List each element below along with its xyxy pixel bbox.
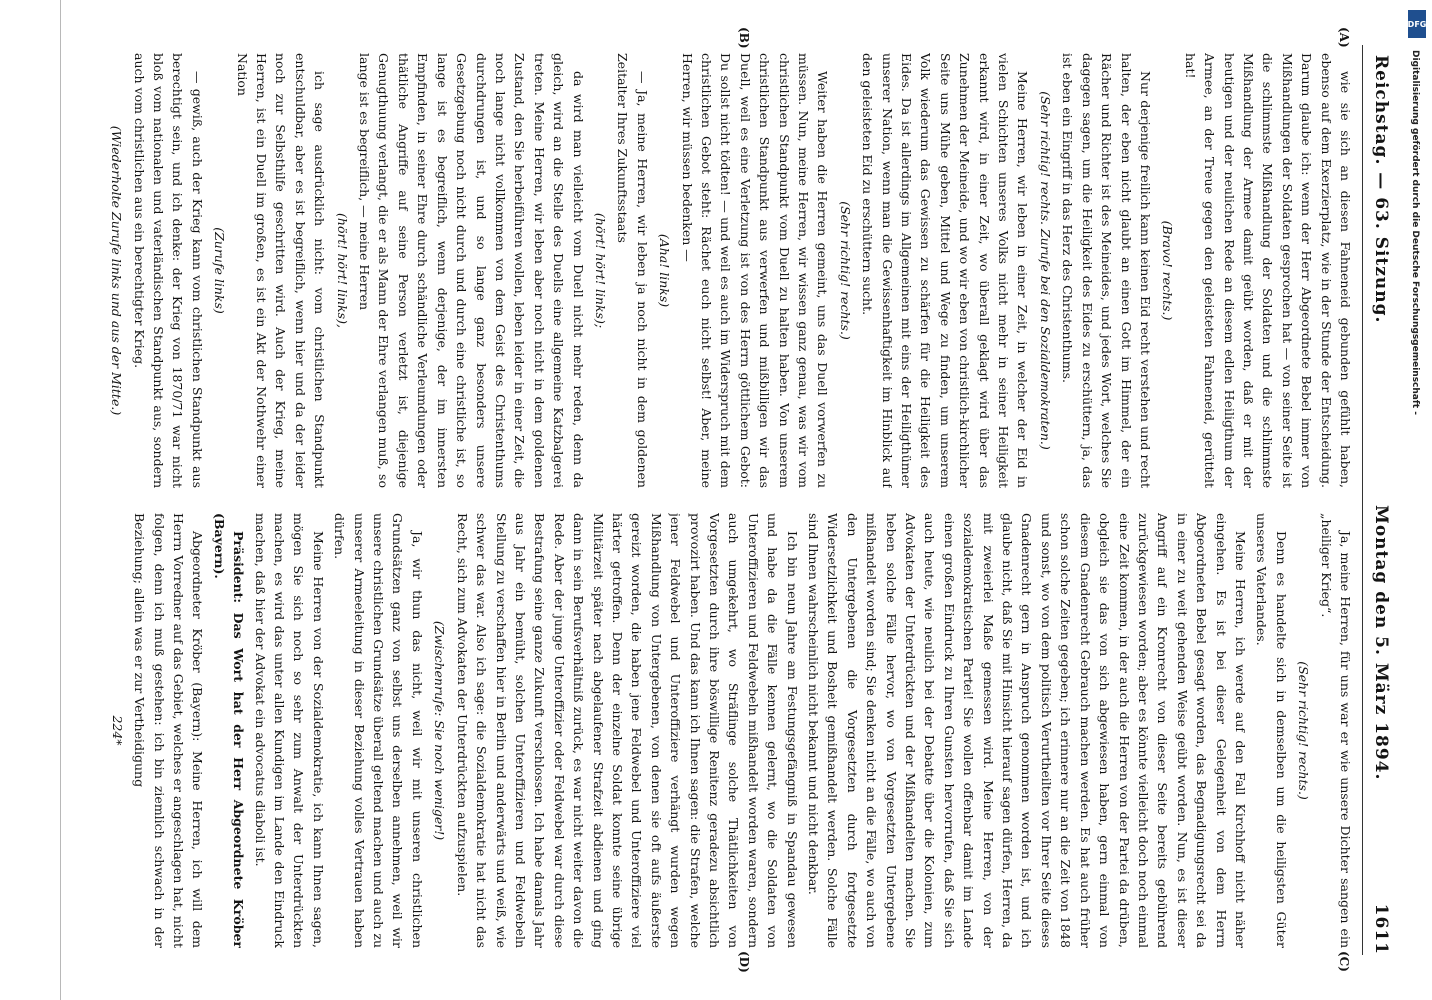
interjection: (Bravo! rechts.) bbox=[1160, 220, 1176, 321]
rotated-document-page bbox=[31, 27, 1401, 973]
paragraph: Weiter haben die Herren gemeint, uns das Duell vorwerfen zu müssen. Nun, meine Herren, wir wissen ganz genau, was wir vom christlichen Standpunkt vom Duell zu halten haben. Von unserem christlichen Standpunkt aus verwerfen und mißbilligen wir das Duell, weil es eine Verletzung ist von des Herrn göttlichem Gebot: Du sollst nicht tödten! — und weil es auch im Widerspruch mit dem christlichen Gebot steht: Rächet euch nicht selbst! Aber, meine Herren, wir müssen bedenken — bbox=[679, 53, 831, 488]
interjection: (Sehr richtig! rechts.) bbox=[837, 201, 853, 340]
interjection: (Zwischenrufe: Sie noch weniger!) bbox=[432, 620, 448, 841]
paragraph: — Ja, meine Herren, wir leben ja noch nicht in dem goldenen Zeitalter Ihres Zukunftsstaats bbox=[615, 53, 650, 488]
header-rule bbox=[1362, 45, 1363, 955]
margin-marker-c: (C) bbox=[1337, 951, 1351, 972]
paragraph: Meine Herren von der Sozialdemokratie, ich kann Ihnen sagen, mögen Sie sich noch so sehr zum Anwalt der Unterdrückten machen, es wird das unter allen Kundigen im Lande den Eindruck machen, daß hier der Advokat ein advocatus diaboli ist. bbox=[252, 513, 326, 948]
paragraph: da wird man vielleicht vom Duell nicht mehr reden, denn da gleich, wird an die Stelle des Duells eine allgemeine Katzbalgerei treten. Meine Herren, wir leben aber noch nicht in dem goldenen Zustand, den Sie herbeiführen wollen, leben leider in einer Zeit, die noch lange nicht vollkommen von dem Geist des Christenthums durchdrungen ist, und so lange ganz besonders unsere Gesetzgebung noch nicht durch und durch eine christliche ist, so lange ist es begreiflich, wenn derjenige, der im innersten Empfinden, in seiner Ehre durch schändliche Verleumdungen oder thätliche Angriffe auf seine Person verletzt ist, diejenige Genugthuung verlangt, die er als Mann der Ehre verlangen muß, so lange ist es begreiflich, — meine Herren bbox=[357, 53, 586, 488]
digitization-credit: Digitalisierung gefördert durch die Deutsche Forschungsgemeinschaft - bbox=[1410, 50, 1420, 415]
margin-marker-d: (D) bbox=[737, 951, 751, 973]
paragraph: ich sage ausdrücklich nicht: vom christlichen Standpunkt entschuldbar, aber es ist begreiflich, wenn hier und da der leider noch zur Selbsthilfe geschritten wird. Auch der Krieg, meine Herren, ist ein Duell im großen, es ist ein Akt der Nothwehr einer Nation bbox=[234, 53, 328, 488]
paragraph: Ich bin neun Jahre am Festungsgefängniß in Spandau gewesen und habe da die Fälle kennen gelernt, wo die Soldaten von Unteroffizieren und Feldwebeln mißhandelt worden waren, sondern auch umgekehrt, wo Sträflinge solche Thätlichkeiten von Vorgesetzten durch ihre böswillige Renitenz geradezu absichtlich provozirt haben. Und das kann ich Ihnen sagen: die Strafen, welche jener Feldwebel und Unteroffiziere verhängt wurden wegen Mißhandlung von Untergebenen, von denen sie oft aufs äußerste gereizt worden, die haben jene Feldwebel und Unteroffiziere viel härter getroffen. Denn der einzelne Soldat konnte seine übrige Militärzeit später nach abgelaufener Strafzeit abdienen und ging dann in sein Berufsverhältniß zurück, es war nicht weiter davon die Rede. Aber der junge Unteroffizier oder Feldwebel war durch diese Bestrafung seine ganze Zukunft verschlossen. Ich habe damals Jahr aus Jahr ein bemüht, solchen Unteroffizieren und Feldwebeln Stellung zu verschaffen hier in Berlin und anderwärts und weiß, wie schwer das war. Also ich sage: die Sozialdemokratie hat nicht das Recht, sich zum Advokaten der Unterdrückten aufzuspielen. bbox=[454, 513, 800, 948]
paragraph: Denn es handelte sich in demselben um die heiligsten Güter unseres Vaterlandes. bbox=[1254, 513, 1289, 948]
page-number: 1611 bbox=[1371, 903, 1391, 955]
interjection: (Aha! links) bbox=[657, 233, 673, 308]
paragraph: — gewiß, auch der Krieg kann vom christlichen Standpunkt aus berechtigt sein, und ich denke: der Krieg von 1870/71 war nicht bloß vom nationalen und vaterländischen Standpunkt aus, sondern auch vom christlichen aus ein berechtigter Krieg. bbox=[131, 53, 205, 488]
paragraph: Präsident: Das Wort hat der Herr Abgeordnete Kröber (Bayern). bbox=[211, 513, 247, 948]
digitization-sidebar bbox=[1408, 10, 1426, 990]
interjection: (Zurufe links) bbox=[212, 227, 228, 314]
text-column-left bbox=[65, 53, 1355, 488]
paragraph: wie sie sich an diesen Fahneneid gebunden gefühlt haben, ebenso auf dem Exerzierplatz, wie in der Stunde der Entscheidung. Darum glaube ich: wenn der Herr Abgeordnete Bebel immer von Mißhandlungen der Soldaten gesprochen hat — von seiner Seite ist die schlimmste Mißhandlung der Soldaten und die schlimmste Mißhandlung der Armee damit geübt worden, daß er mit der heutigen und der neulichen Rede an diesem edlen Heiligthum der Armee, an der Treue gegen den geleisteten Fahneneid, gerüttelt hat! bbox=[1182, 53, 1353, 488]
dfg-logo: DFG bbox=[1408, 10, 1426, 38]
column-gutter bbox=[65, 493, 1355, 494]
interjection: (Sehr richtig! rechts. Zurufe bei den Sozialdemokraten.) bbox=[1037, 91, 1053, 450]
margin-marker-a: (A) bbox=[1337, 27, 1351, 48]
paragraph: Meine Herren, ich werde auf den Fall Kirchhoff nicht näher eingehen. Es ist bei dieser Gelegenheit von dem Herrn Abgeordneten Bebel gesagt worden, das Begnadigungsrecht sei da in einer zu weit gehenden Weise geübt worden. Nun, es ist dieser Angriff auf ein Kronrecht von dieser Seite bereits gebührend zurückgewiesen worden; aber es könnte vielleicht doch noch einmal eine Zeit kommen, in der auch die Herren von der Partei da drüben, obgleich sie das von sich abgewiesen haben, gern einmal von diesem Gnadenrecht Gebrauch machen werden. Es hat auch früher schon solche Zeiten gegeben; ich erinnere nur an die Zeit von 1848 und sonst, wo von dem politisch Verurtheilten vor Ihrer Seite dieses Gnadenrecht gern in Anspruch genommen worden ist, und ich glaube nicht, daß Sie mit Hinsicht hierauf sagen dürfen, Herren, da mit zweierlei Maße gemessen wird. Meine Herren, von der sozialdemokratischen Partei! Sie wollen offenbar damit im Lande einen großen Eindruck zu Ihren Gunsten hervorrufen, daß Sie sich auch heute, wie neulich bei der Debatte über die Kolonien, zum Advokaten der Unterdrückten und der Mißhandelten machen. Sie heben solche Fälle hervor, wo von Vorgesetzten Untergebene mißhandelt worden sind; Sie denken nicht an die Fälle, wo auch von den Untergebenen die Vorgesetzten durch fortgesetzte Widersetzlichkeit und Bosheit gemißhandelt werden. Solche Fälle sind Ihnen wahrscheinlich nicht bekannt und nicht denkbar. bbox=[806, 513, 1248, 948]
interjection: 224* bbox=[109, 715, 125, 746]
paragraph: Ja, meine Herren, für uns war er wie unsere Dichter sangen ein „heiliger Krieg“. bbox=[1318, 513, 1353, 948]
paragraph: Meine Herren, wir leben in einer Zeit, in welcher der Eid in vielen Schichten unseres Volks nicht mehr in seiner Heiligkeit erkannt wird, in einer Zeit, wo überall geklagt wird über das Zunehmen der Meineide, und wo wir eben von christlich-kirchlicher Seite uns Mühe geben, Mittel und Wege zu finden, um unserem Volk wiederum das Gewissen zu schärfen für die Heiligkeit des Eides. Da ist allerdings im Allgemeinen mit eins der Heiligthümer unserer Nation, wenn man die Gewissenhaftigkeit im Hinblick auf den geleisteten Eid zu erschüttern sucht. bbox=[860, 53, 1031, 488]
interjection: (hört! hört! links), bbox=[334, 213, 350, 328]
header-date: Montag den 5. März 1894. bbox=[1371, 505, 1391, 781]
margin-marker-b: (B) bbox=[737, 27, 751, 49]
interjection: (Wiederholte Zurufe links und aus der Mitte.) bbox=[109, 125, 125, 416]
text-column-right bbox=[65, 513, 1355, 948]
interjection: (Sehr richtig! rechts.) bbox=[1296, 661, 1312, 800]
header-left: Reichstag. — 63. Sitzung. bbox=[1371, 55, 1391, 324]
interjection: (hört! hört! links); bbox=[592, 212, 608, 329]
paragraph: Nur derjenige freilich kann keinen Eid recht verstehen und recht halten, der eben nicht glaubt an einen Gott im Himmel, der ein Rächer und Richter ist des Meineides, und jedes Wort, welches Sie dagegen sagen, um die Heiligkeit des Eides zu erschüttern, ja, das ist eben ein Eingriff in das Herz des Christenthums. bbox=[1060, 53, 1153, 488]
page-header bbox=[1361, 35, 1401, 965]
paragraph: Abgeordneter Kröber (Bayern): Meine Herren, ich will dem Herrn Vorredner auf das Gebiet, welches er angeschlagen hat, nicht folgen, denn ich muß gestehen: ich bin ziemlich schwach in der Beziehung; allein was er zur Vertheidigung bbox=[132, 513, 206, 948]
paragraph: Ja, wir thun das nicht, weil wir mit unseren christlichen Grundsätzen ganz von selbst uns derselben annehmen, weil wir unsere christlichen Grundsätze überall geltend machen und auch zu unserer Armeeleitung in dieser Beziehung volles Vertrauen haben dürfen. bbox=[332, 513, 425, 948]
